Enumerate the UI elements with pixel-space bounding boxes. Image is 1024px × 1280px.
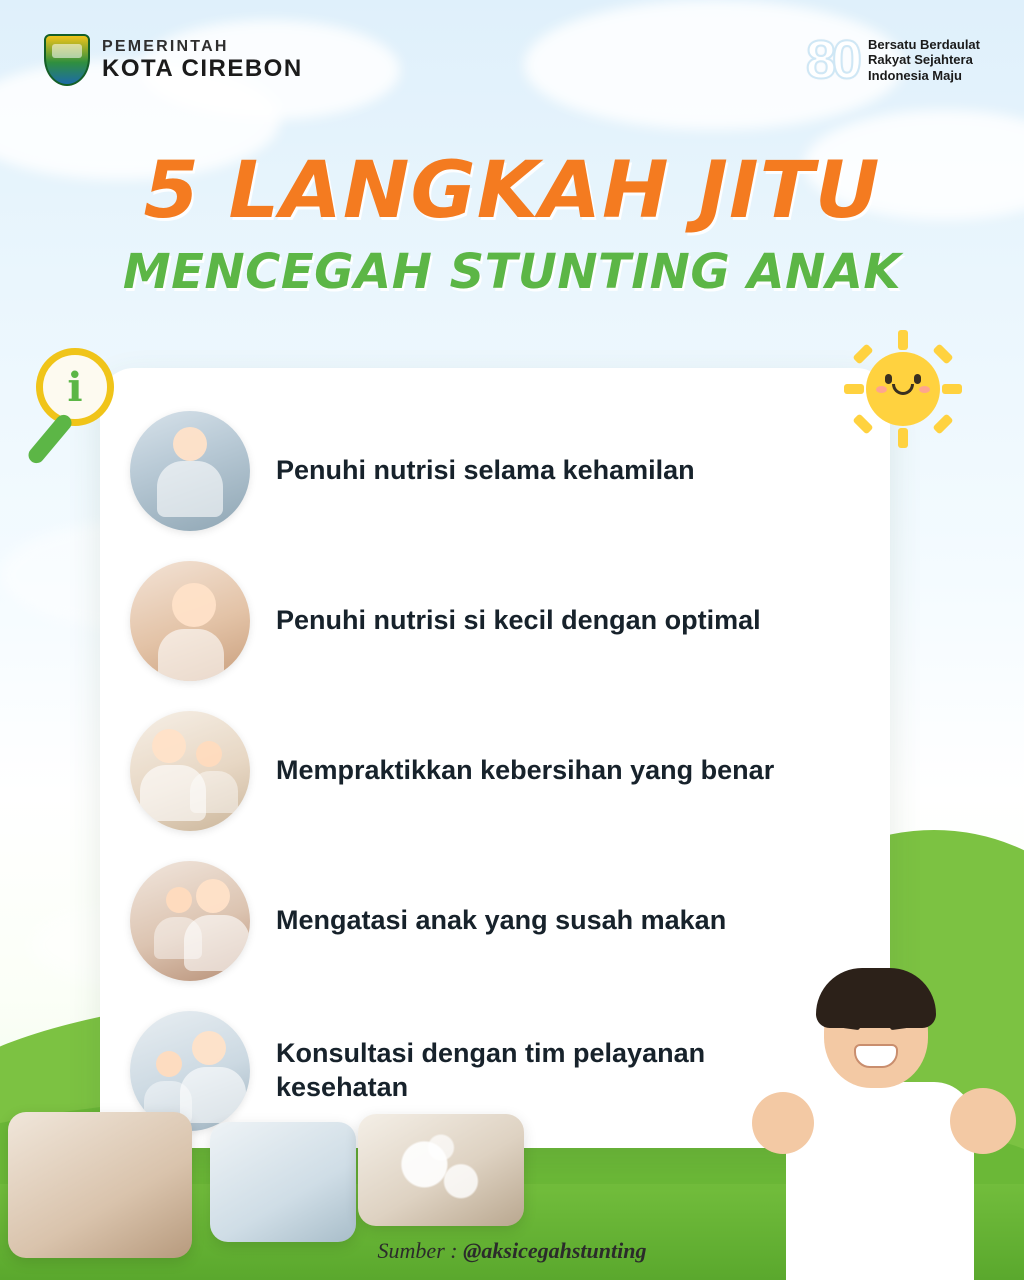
gov-line-1: PEMERINTAH: [102, 38, 229, 55]
handwashing-with-soap-photo: [358, 1114, 524, 1226]
title-sub: MENCEGAH STUNTING ANAK: [122, 244, 902, 300]
step-text: Konsultasi dengan tim pelayanan kesehatan: [276, 1038, 706, 1102]
anniversary-line-3: Indonesia Maju: [868, 67, 962, 83]
smiling-sun-icon: [844, 330, 962, 448]
toddler-eating-photo: [130, 561, 250, 681]
poster-header: [0, 29, 1024, 90]
anniversary-number: 80: [805, 29, 859, 90]
step-text: Penuhi nutrisi selama kehamilan: [276, 455, 695, 486]
woman-eating-salad-photo: [210, 1122, 356, 1242]
mother-child-hygiene-photo: [130, 711, 250, 831]
magnifier-lens: [36, 348, 114, 426]
step-text: Mengatasi anak yang susah makan: [276, 905, 727, 936]
magnifier-handle: [25, 412, 75, 467]
anniversary-line-2: Rakyat Sejahtera: [868, 52, 973, 68]
children-eating-vegetables-photo: [8, 1112, 192, 1258]
step-item: [130, 400, 860, 542]
step-item: [130, 550, 860, 692]
step-item: [130, 700, 860, 842]
gov-line-2: KOTA CIREBON: [102, 54, 303, 82]
source-handle: @aksicegahstunting: [463, 1238, 647, 1263]
child-refusing-food-photo: [130, 861, 250, 981]
step-text: Mempraktikkan kebersihan yang benar: [276, 755, 775, 786]
anniversary-line-1: Bersatu Berdaulat: [868, 37, 980, 52]
magnifier-letter: i: [67, 363, 83, 411]
step-text: Penuhi nutrisi si kecil dengan optimal: [276, 605, 761, 636]
title-block: [0, 146, 1024, 300]
cheering-boy-photo: [746, 970, 1016, 1280]
government-brand: [44, 34, 303, 86]
pregnant-woman-photo: [130, 411, 250, 531]
city-crest-icon: [44, 34, 90, 86]
source-credit: [0, 1238, 1024, 1264]
anniversary-badge: [805, 29, 980, 90]
source-label: Sumber :: [377, 1238, 464, 1263]
magnifier-info-icon: [36, 348, 114, 426]
title-main: 5 LANGKAH JITU: [143, 146, 881, 236]
